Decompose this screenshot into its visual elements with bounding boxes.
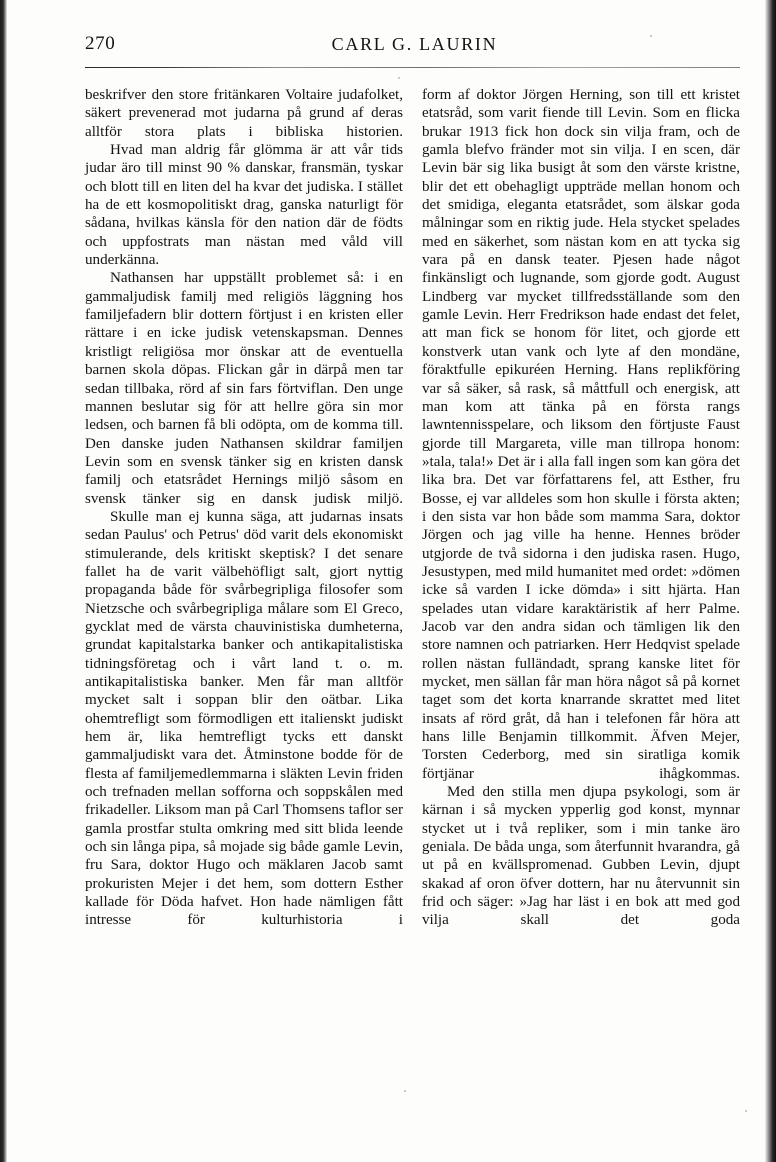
paragraph: Skulle man ej kunna säga, att judarnas insats sedan Paulus' och Petrus' död varit dels ekonomiskt stimulerande, dels kritiskt skeptisk? I det senare fallet ha de varit välbehöfligt salt, gjort nyttig propaganda både för svårbegripliga filosofer som Nietzsche och svårbegripliga målare som El Greco, gycklat med de värsta chauvinistiska dumheterna, grundat kapitalstarka banker och antikapitalistiska tidningsföretag och i vårt land t. o. m. antikapitalistiska banker. Men får man alltför mycket salt i soppan blir den oätbar. Lika ohemtrefligt som förmodligen ett italienskt judiskt hem är, lika hemtrefligt tycks ett danskt gammaljudiskt vara det. Åtminstone bodde för de flesta af familjemedlemmarna i släkten Levin friden och trefnaden mellan sofforna och soppskålen med frikadeller. Liksom man på Carl Thomsens taflor ser gamla prostfar stulta omkring med sitt blida leende och sin långa pipa, så mojade sig både gamle Levin, fru Sara, doktor Hugo och mäklaren Jacob samt prokuristen Mejer i det hem, som dottern Esther kallade för Döda hafvet. Hon hade nämligen fått intresse för kulturhistoria i (85, 508, 404, 929)
paragraph: Hvad man aldrig får glömma är att vår tids judar äro till minst 90 % danskar, fransmän, tyskar och blott till en liten del ha kvar det judiska. I stället ha de ett kosmopolitiskt drag, ganska naturligt för sådana, hvilkas känsla för den nation där de födts och uppfostrats man nästan med våld vill underkänna. (85, 142, 403, 269)
scan-edge-artifact-right (765, 0, 776, 1162)
column-right (422, 86, 740, 1081)
paragraph: form af doktor Jörgen Herning, son till ett kristet etatsråd, som varit fiende till Levin. Som en flicka brukar 1913 fick hon dock sin vilja fram, och de gamla blefvo fränder mot sin vilja. I en scen, där Levin bär sig lika busigt åt som den värste kristne, blir det ett obehagligt uppträde mellan honom och det smidiga, eleganta etatsrådet, som älskar goda målningar som en riktig jude. Hela stycket spelades med en säkerhet, som nästan kom en att tycka sig vara på en dansk teater. Pjesen hade något finkänsligt och lugnande, som gjorde godt. August Lindberg var mycket tillfredsställande som den gamle Levin. Herr Fredrikson hade endast det felet, att man fick se honom för litet, och gjorde ett konstverk utan vank och lyte af den mondäne, föraktfulle epikuréen Herning. Hans replikföring var så säker, så rask, så måttfull och energisk, att man kom att tänka på en första rangs lawntennisspelare, och liksom den förtjuste Faust gjorde till Margareta, ville man tillropa honom: »tala, tala!» Det är i alla fall ingen som kan göra det lika bra. Det var författarens fel, att Esther, fru Bosse, ej var alldeles som hon skulle i första akten; i den sista var hon både som mamma Sara, doktor Jörgen och jag ville ha henne. Hennes bröder utgjorde de två sidorna i den judiska rasen. Hugo, Jesustypen, med mild humanitet med ordet: »dömen icke så varden I icke dömda» i sitt hjärta. Han spelades utan vidare karaktäristik af herr Palme. Jacob var den andra sidan och tämligen lik den store namnen och patriarken. Herr Hedqvist spelade rollen nästan fulländadt, sprang kanske litet för mycket, men sällan får man höra något så på kornet taget som det korta knarrande skrattet med litet insats af rörd gråt, då han i telefonen får höra att hans lille Benjamin tillkommit. Äfven Mejer, Torsten Cederborg, med sin siratliga komik förtjänar ihågkommas. (422, 87, 740, 782)
paragraph: beskrifver den store fritänkaren Voltaire judafolket, säkert prevenerad mot judarna på grund af deras alltför stora plats i bibliska historien. (85, 87, 403, 140)
page-number: 270 (85, 33, 116, 54)
scan-speck (404, 1090, 406, 1092)
running-head (85, 33, 738, 59)
running-head-title: CARL G. LAURIN (331, 34, 498, 54)
column-left (85, 86, 403, 1081)
paragraph: Nathansen har uppställt problemet så: i en gammaljudisk familj med religiös läggning hos familjefadern blir dottern förtjust i en kristen eller rättare i en icke judisk vetenskapsman. Dennes kristligt religiösa mor önskar att de eventuella barnen skola döpas. Flickan går in därpå men tar sedan tillbaka, rörd af sin fars förtviflan. Den unge mannen beslutar sig för att hellre göra sin mor ledsen, och barnen få bli odöpta, om de komma till. Den danske juden Nathansen skildrar familjen Levin som en svensk tänker sig en kristen dansk familj och etatsrådet Hernings miljö såsom en svensk tänker sig en dansk judisk miljö. (85, 270, 403, 507)
paragraph: Med den stilla men djupa psykologi, som är kärnan i så mycken ypperlig god konst, mynnar stycket ut i två repliker, som i min tanke äro geniala. De båda unga, som återfunnit hvarandra, gå ut på en kvällspromenad. Gubben Levin, djupt skakad af oron öfver dottern, har nu återvunnit sin frid och säger: »Jag har läst i en bok att med god vilja skall det goda (422, 784, 740, 929)
scan-speck (745, 1110, 747, 1112)
scan-speck (398, 77, 400, 79)
scan-edge-artifact-left (0, 0, 7, 1162)
header-rule (85, 67, 740, 68)
text-body (85, 86, 740, 1081)
